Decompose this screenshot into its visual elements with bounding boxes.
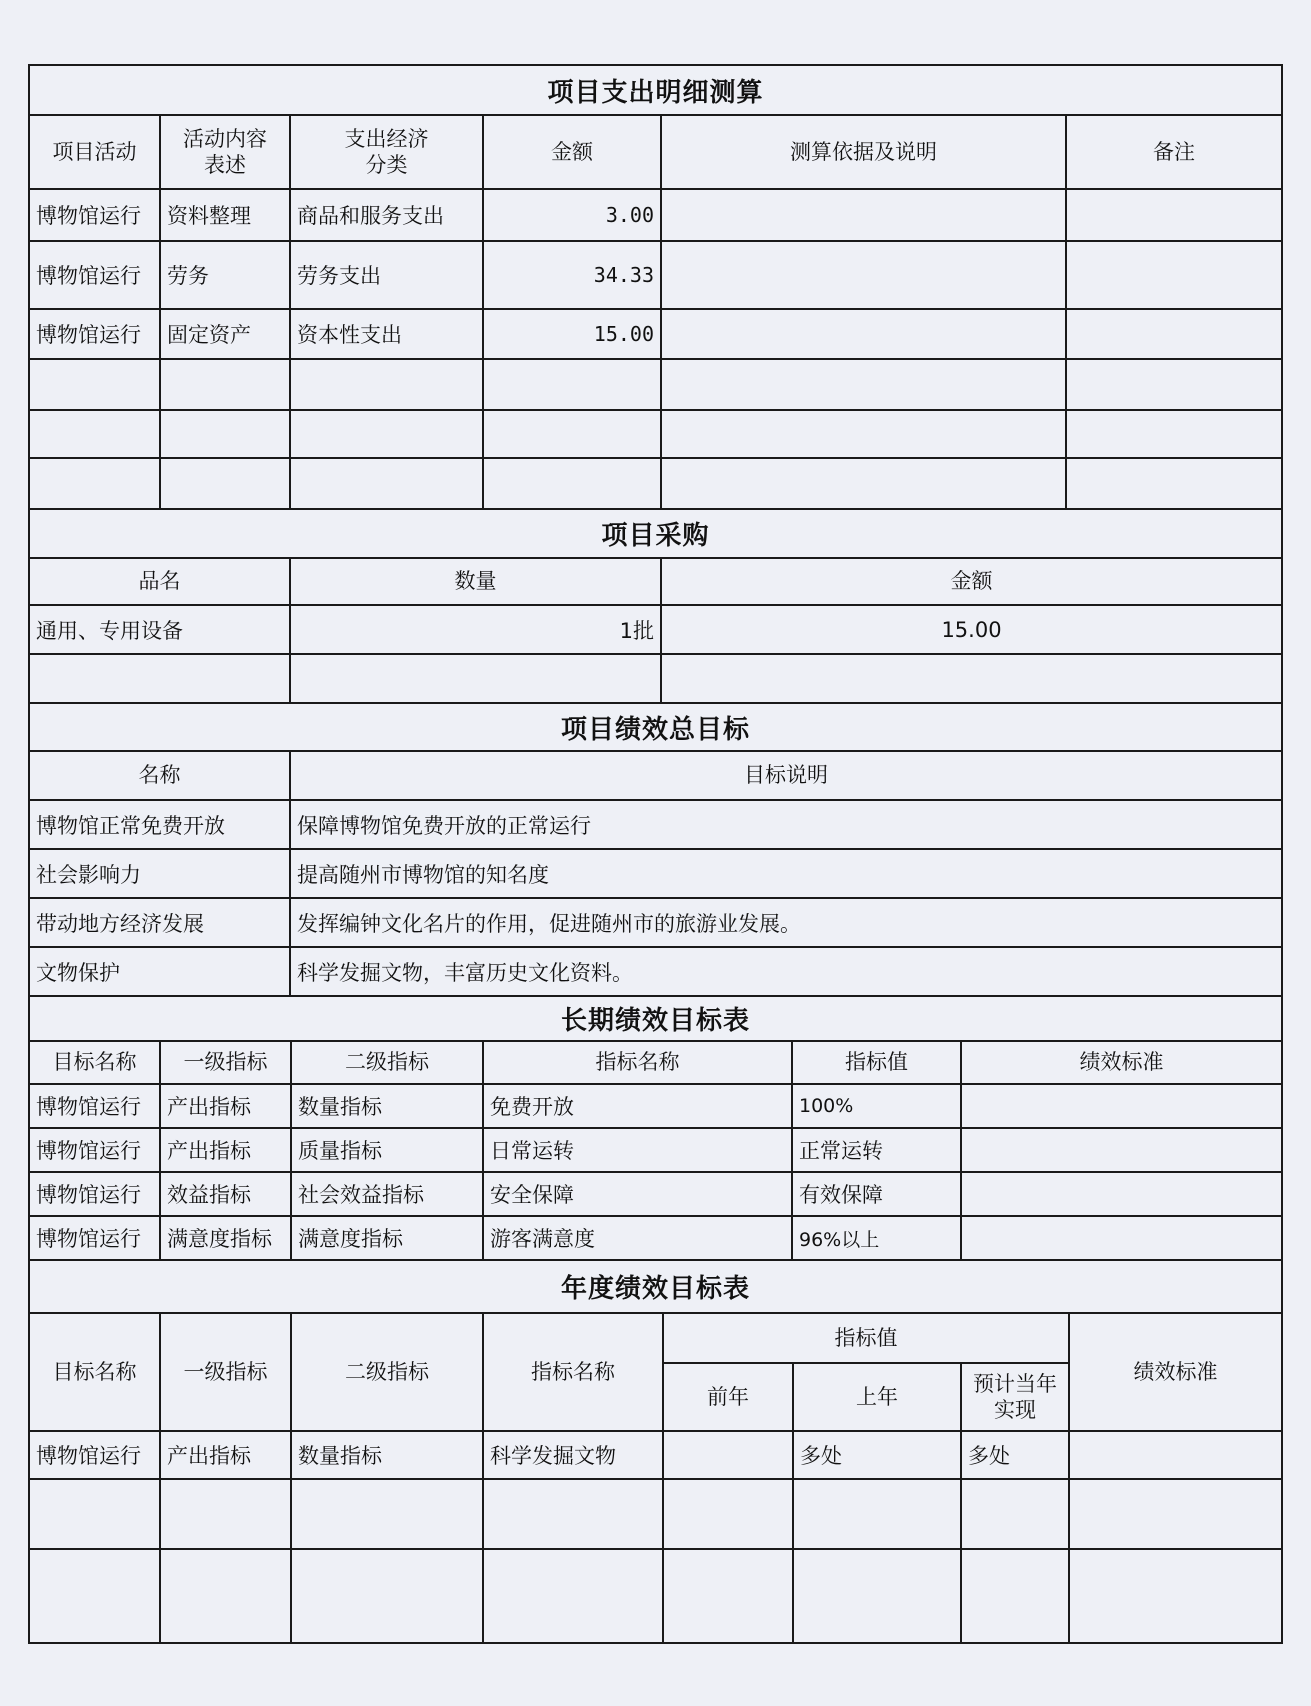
overall-goal-title: 项目绩效总目标 [29, 703, 1282, 751]
table-row [29, 189, 1282, 241]
col-header-activity: 项目活动 [29, 115, 160, 189]
header-line: 分类 [365, 153, 408, 177]
cell-empty [793, 1549, 961, 1643]
col-header-indicator-name: 指标名称 [483, 1041, 792, 1084]
cell-empty [483, 1549, 663, 1643]
cell-econ-class: 资本性支出 [290, 309, 483, 359]
table-row [29, 1549, 1282, 1643]
cell-target-name: 博物馆运行 [29, 1216, 160, 1260]
cell-empty [961, 1549, 1069, 1643]
cell-target-name: 博物馆运行 [29, 1128, 160, 1172]
col-header-level1: 一级指标 [160, 1313, 291, 1431]
col-header-level1: 一级指标 [160, 1041, 291, 1084]
cell-activity: 博物馆运行 [29, 241, 160, 309]
col-header-level2: 二级指标 [291, 1041, 483, 1084]
cell-level2: 满意度指标 [291, 1216, 483, 1260]
cell-last-year: 多处 [793, 1431, 961, 1479]
cell-empty [29, 458, 160, 509]
procurement-table [28, 508, 1283, 704]
cell-goal-desc: 发挥编钟文化名片的作用，促进随州市的旅游业发展。 [290, 898, 1282, 947]
cell-performance-std [1069, 1431, 1282, 1479]
overall-goal-table [28, 702, 1283, 997]
table-row [29, 241, 1282, 309]
cell-item-name: 通用、专用设备 [29, 605, 290, 654]
col-header-amount: 金额 [661, 558, 1282, 605]
cell-year-before-last [663, 1431, 793, 1479]
cell-target-name: 博物馆运行 [29, 1431, 160, 1479]
cell-indicator-name: 免费开放 [483, 1084, 792, 1128]
table-row [29, 1172, 1282, 1216]
cell-goal-name: 文物保护 [29, 947, 290, 996]
cell-empty [1069, 1549, 1282, 1643]
budget-sheet [28, 64, 1281, 1644]
cell-empty [29, 359, 160, 410]
table-row [29, 605, 1282, 654]
col-header-amount: 金额 [483, 115, 661, 189]
table-row [29, 1128, 1282, 1172]
cell-empty [1069, 1479, 1282, 1549]
cell-indicator-value: 有效保障 [792, 1172, 961, 1216]
header-line: 活动内容 [183, 126, 267, 151]
cell-econ-class: 劳务支出 [290, 241, 483, 309]
cell-level2: 数量指标 [291, 1084, 483, 1128]
cell-basis [661, 309, 1066, 359]
table-row [29, 898, 1282, 947]
cell-empty [291, 1479, 483, 1549]
cell-goal-desc: 保障博物馆免费开放的正常运行 [290, 800, 1282, 849]
cell-level2: 社会效益指标 [291, 1172, 483, 1216]
cell-content: 劳务 [160, 241, 290, 309]
cell-goal-name: 带动地方经济发展 [29, 898, 290, 947]
cell-indicator-name: 科学发掘文物 [483, 1431, 663, 1479]
table-row [29, 654, 1282, 703]
header-line: 实现 [994, 1398, 1036, 1422]
cell-amount: 15.00 [483, 309, 661, 359]
cell-empty [661, 458, 1066, 509]
cell-empty [661, 654, 1282, 703]
cell-empty [661, 359, 1066, 410]
table-row [29, 800, 1282, 849]
col-header-item-name: 品名 [29, 558, 290, 605]
cell-empty [160, 1549, 291, 1643]
cell-empty [291, 1549, 483, 1643]
cell-level2: 数量指标 [291, 1431, 483, 1479]
cell-level1: 满意度指标 [160, 1216, 291, 1260]
cell-empty [661, 410, 1066, 458]
cell-content: 资料整理 [160, 189, 290, 241]
cell-content: 固定资产 [160, 309, 290, 359]
cell-level1: 产出指标 [160, 1431, 291, 1479]
header-line: 预计当年 [973, 1371, 1057, 1396]
col-header-remarks: 备注 [1066, 115, 1282, 189]
cell-target-name: 博物馆运行 [29, 1172, 160, 1216]
table-row [29, 1216, 1282, 1260]
table-row [29, 410, 1282, 458]
cell-empty [1066, 410, 1282, 458]
cell-performance-std [961, 1084, 1282, 1128]
cell-goal-name: 博物馆正常免费开放 [29, 800, 290, 849]
cell-level1: 效益指标 [160, 1172, 291, 1216]
cell-performance-std [961, 1216, 1282, 1260]
cell-empty [160, 359, 290, 410]
cell-empty [160, 458, 290, 509]
cell-goal-desc: 科学发掘文物，丰富历史文化资料。 [290, 947, 1282, 996]
col-header-name: 名称 [29, 751, 290, 800]
cell-empty [290, 410, 483, 458]
cell-empty [290, 458, 483, 509]
cell-remarks [1066, 241, 1282, 309]
cell-empty [29, 654, 290, 703]
procurement-title: 项目采购 [29, 509, 1282, 558]
cell-goal-name: 社会影响力 [29, 849, 290, 898]
cell-empty [29, 1549, 160, 1643]
cell-goal-desc: 提高随州市博物馆的知名度 [290, 849, 1282, 898]
annual-title: 年度绩效目标表 [29, 1260, 1282, 1313]
cell-quantity: 1批 [290, 605, 661, 654]
cell-remarks [1066, 309, 1282, 359]
cell-target-name: 博物馆运行 [29, 1084, 160, 1128]
col-header-indicator-value: 指标值 [663, 1313, 1069, 1363]
cell-empty [663, 1479, 793, 1549]
cell-activity: 博物馆运行 [29, 189, 160, 241]
cell-amount: 34.33 [483, 241, 661, 309]
col-header-year-before-last: 前年 [663, 1363, 793, 1431]
cell-indicator-value: 96%以上 [792, 1216, 961, 1260]
cell-indicator-value: 100% [792, 1084, 961, 1128]
cell-empty [793, 1479, 961, 1549]
col-header-level2: 二级指标 [291, 1313, 483, 1431]
cell-amount: 3.00 [483, 189, 661, 241]
longterm-title: 长期绩效目标表 [29, 996, 1282, 1041]
col-header-last-year: 上年 [793, 1363, 961, 1431]
cell-basis [661, 241, 1066, 309]
cell-current-year-expected: 多处 [961, 1431, 1069, 1479]
table-row [29, 1084, 1282, 1128]
col-header-performance-std: 绩效标准 [1069, 1313, 1282, 1431]
cell-empty [483, 458, 661, 509]
table-row [29, 309, 1282, 359]
cell-level1: 产出指标 [160, 1084, 291, 1128]
header-line: 支出经济 [344, 126, 429, 151]
col-header-current-year-expected [961, 1363, 1069, 1431]
cell-indicator-name: 游客满意度 [483, 1216, 792, 1260]
cell-empty [1066, 458, 1282, 509]
cell-empty [290, 359, 483, 410]
cell-empty [483, 359, 661, 410]
expense-title: 项目支出明细测算 [29, 65, 1282, 115]
col-header-goal-desc: 目标说明 [290, 751, 1282, 800]
cell-performance-std [961, 1172, 1282, 1216]
cell-empty [483, 410, 661, 458]
cell-activity: 博物馆运行 [29, 309, 160, 359]
table-row [29, 359, 1282, 410]
cell-econ-class: 商品和服务支出 [290, 189, 483, 241]
cell-empty [961, 1479, 1069, 1549]
cell-empty [1066, 359, 1282, 410]
cell-empty [29, 410, 160, 458]
longterm-table [28, 995, 1283, 1261]
cell-indicator-value: 正常运转 [792, 1128, 961, 1172]
annual-table [28, 1259, 1283, 1644]
cell-amount: 15.00 [661, 605, 1282, 654]
cell-empty [160, 1479, 291, 1549]
col-header-indicator-value: 指标值 [792, 1041, 961, 1084]
table-row [29, 458, 1282, 509]
cell-empty [160, 410, 290, 458]
cell-empty [663, 1549, 793, 1643]
cell-performance-std [961, 1128, 1282, 1172]
col-header-activity-content [160, 115, 290, 189]
header-line: 表述 [204, 153, 246, 177]
cell-empty [290, 654, 661, 703]
col-header-econ-class [290, 115, 483, 189]
table-row [29, 1431, 1282, 1479]
cell-level2: 质量指标 [291, 1128, 483, 1172]
table-row [29, 849, 1282, 898]
col-header-quantity: 数量 [290, 558, 661, 605]
cell-remarks [1066, 189, 1282, 241]
cell-empty [483, 1479, 663, 1549]
col-header-target-name: 目标名称 [29, 1313, 160, 1431]
table-row [29, 947, 1282, 996]
cell-indicator-name: 日常运转 [483, 1128, 792, 1172]
col-header-target-name: 目标名称 [29, 1041, 160, 1084]
col-header-indicator-name: 指标名称 [483, 1313, 663, 1431]
table-row [29, 1479, 1282, 1549]
expense-table [28, 64, 1283, 510]
col-header-basis: 测算依据及说明 [661, 115, 1066, 189]
cell-indicator-name: 安全保障 [483, 1172, 792, 1216]
cell-basis [661, 189, 1066, 241]
cell-empty [29, 1479, 160, 1549]
cell-level1: 产出指标 [160, 1128, 291, 1172]
col-header-performance-std: 绩效标准 [961, 1041, 1282, 1084]
